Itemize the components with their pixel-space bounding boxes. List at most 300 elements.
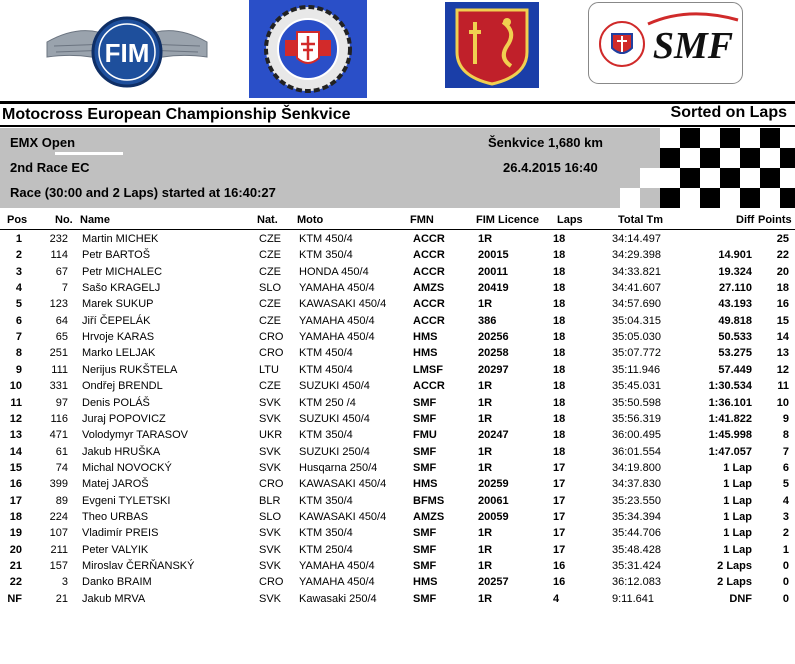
cell-total: 35:31.424 <box>612 560 661 572</box>
cell-total: 34:29.398 <box>612 249 661 262</box>
cell-licence: 20256 <box>478 331 509 344</box>
table-row <box>0 397 795 413</box>
cell-name: Sašo KRAGELJ <box>82 282 161 295</box>
flag-square <box>700 128 720 148</box>
flag-square <box>660 188 680 208</box>
cell-name: Peter VALYIK <box>82 543 149 556</box>
table-row <box>0 233 795 249</box>
cell-laps: 18 <box>553 380 566 393</box>
flag-square <box>740 188 760 208</box>
cell-name: Vladimír PREIS <box>82 527 159 540</box>
cell-diff: 27.110 <box>718 282 752 295</box>
cell-fmn: AMZS <box>413 282 445 295</box>
cell-pos: 20 <box>9 543 22 556</box>
cell-laps: 18 <box>553 363 566 376</box>
flag-square <box>660 148 680 168</box>
cell-name: Denis POLÁŠ <box>82 396 150 409</box>
cell-diff: 1:30.534 <box>708 380 752 393</box>
cell-pos: 8 <box>15 347 22 360</box>
cell-diff: 57.449 <box>718 363 752 376</box>
cell-diff: DNF <box>729 592 752 605</box>
cell-licence: 1R <box>478 592 493 605</box>
cell-total: 34:19.800 <box>612 461 661 474</box>
cell-fmn: FMU <box>413 429 437 442</box>
cell-licence: 20247 <box>478 429 509 442</box>
cell-laps: 17 <box>553 527 566 540</box>
cell-nat: CZE <box>259 380 281 393</box>
table-row <box>0 593 795 609</box>
cell-moto: YAMAHA 450/4 <box>299 282 375 295</box>
cell-licence: 1R <box>478 560 493 572</box>
cell-diff: 43.193 <box>718 298 752 311</box>
cell-moto: KTM 450/4 <box>299 233 353 245</box>
cell-moto: KTM 450/4 <box>299 363 353 376</box>
cell-total: 34:41.607 <box>612 282 661 295</box>
col-name: Name <box>80 214 110 226</box>
cell-total: 35:34.394 <box>612 510 661 523</box>
cell-diff: 1:45.998 <box>708 429 752 442</box>
flag-square <box>740 128 760 148</box>
cell-fmn: ACCR <box>413 233 445 245</box>
race-datetime: 26.4.2015 16:40 <box>503 160 598 175</box>
flag-square <box>640 168 660 188</box>
cell-moto: YAMAHA 450/4 <box>299 576 375 589</box>
cell-diff: 1 Lap <box>723 543 752 556</box>
flag-square <box>720 168 740 188</box>
flag-square <box>680 128 700 148</box>
cell-nat: SVK <box>259 461 282 474</box>
cell-licence: 20419 <box>478 282 509 295</box>
cell-moto: KAWASAKI 450/4 <box>299 510 387 523</box>
cell-licence: 20011 <box>478 265 508 278</box>
flag-square <box>760 188 780 208</box>
cell-total: 34:37.830 <box>612 478 661 491</box>
table-row <box>0 347 795 363</box>
cell-licence: 1R <box>478 412 493 425</box>
cell-moto: SUZUKI 250/4 <box>299 445 370 458</box>
cell-total: 36:12.083 <box>612 576 661 589</box>
cell-pos: 9 <box>15 363 22 376</box>
cell-points: 15 <box>776 314 789 327</box>
cell-no: 21 <box>55 592 68 605</box>
cell-points: 3 <box>782 510 789 523</box>
flag-square <box>660 168 680 188</box>
flag-square <box>620 128 640 148</box>
cell-moto: KTM 350/4 <box>299 494 353 507</box>
cell-points: 25 <box>776 233 789 245</box>
cell-nat: CZE <box>259 298 281 311</box>
cell-total: 34:14.497 <box>612 233 661 245</box>
cell-nat: SVK <box>259 543 282 556</box>
table-row <box>0 429 795 445</box>
cell-no: 3 <box>61 576 68 589</box>
col-diff: Diff <box>736 214 755 226</box>
cell-laps: 17 <box>553 543 566 556</box>
cell-pos: 10 <box>9 380 22 393</box>
cell-points: 18 <box>776 282 789 295</box>
col-pos: Pos <box>7 214 28 226</box>
cell-fmn: HMS <box>413 347 438 360</box>
cell-name: Juraj POPOVICZ <box>82 412 166 425</box>
cell-diff: 1 Lap <box>723 494 752 507</box>
cell-nat: SVK <box>259 560 282 572</box>
fim-logo-text: FIM <box>104 38 150 68</box>
cell-name: Jakub MRVA <box>82 592 146 605</box>
cell-moto: KTM 450/4 <box>299 347 353 360</box>
cell-pos: 14 <box>9 445 22 458</box>
cell-licence: 20257 <box>478 576 509 589</box>
cell-pos: 11 <box>10 396 22 409</box>
table-row <box>0 315 795 331</box>
cell-diff: 14.901 <box>718 249 752 262</box>
title-bar <box>0 101 795 127</box>
cell-moto: YAMAHA 450/4 <box>299 331 375 344</box>
cell-diff: 2 Laps <box>717 576 752 589</box>
race-name: 2nd Race EC <box>10 160 90 175</box>
cell-licence: 1R <box>478 445 493 458</box>
cell-laps: 17 <box>553 494 566 507</box>
flag-square <box>740 148 760 168</box>
class-underline <box>55 152 123 155</box>
cell-no: 211 <box>50 543 68 556</box>
table-row <box>0 298 795 314</box>
cell-licence: 20297 <box>478 363 509 376</box>
cell-total: 34:57.690 <box>612 298 661 311</box>
table-row <box>0 282 795 298</box>
flag-square <box>760 128 780 148</box>
cell-nat: SVK <box>259 445 282 458</box>
cell-no: 89 <box>55 494 68 507</box>
col-nat: Nat. <box>257 214 278 226</box>
cell-pos: 13 <box>9 429 22 442</box>
flag-square <box>760 148 780 168</box>
table-row <box>0 446 795 462</box>
cell-no: 232 <box>49 233 68 245</box>
cell-no: 107 <box>49 527 68 540</box>
results-header <box>0 214 795 228</box>
flag-square <box>700 168 720 188</box>
cell-pos: 17 <box>9 494 22 507</box>
cell-laps: 18 <box>553 347 566 360</box>
cell-points: 10 <box>776 396 789 409</box>
flag-square <box>640 128 660 148</box>
cell-moto: SUZUKI 450/4 <box>299 412 370 425</box>
cell-licence: 20059 <box>478 510 509 523</box>
cell-nat: UKR <box>259 429 283 442</box>
cell-diff: 2 Laps <box>717 560 752 572</box>
cell-no: 111 <box>51 363 68 376</box>
cell-moto: HONDA 450/4 <box>299 265 369 278</box>
cell-name: Hrvoje KARAS <box>82 331 155 344</box>
table-row <box>0 462 795 478</box>
cell-laps: 18 <box>553 233 566 245</box>
table-row <box>0 560 795 576</box>
col-licence: FIM Licence <box>476 214 539 226</box>
cell-fmn: BFMS <box>413 494 445 507</box>
cell-no: 97 <box>55 396 68 409</box>
cell-fmn: SMF <box>413 543 437 556</box>
cell-no: 114 <box>50 249 68 262</box>
cell-nat: SLO <box>259 510 282 523</box>
cell-diff: 19.324 <box>718 265 752 278</box>
cell-total: 35:48.428 <box>612 543 661 556</box>
cell-points: 13 <box>776 347 789 360</box>
cell-nat: CRO <box>259 478 284 491</box>
cell-fmn: ACCR <box>413 314 445 327</box>
cell-name: Petr MICHALEC <box>82 265 163 278</box>
cell-licence: 20258 <box>478 347 509 360</box>
cell-name: Nerijus RUKŠTELA <box>82 363 178 376</box>
cell-pos: 1 <box>15 233 22 245</box>
cell-pos: 22 <box>9 576 22 589</box>
cell-laps: 18 <box>553 429 566 442</box>
cell-name: Matej JAROŠ <box>82 478 149 491</box>
cell-nat: CZE <box>259 249 281 262</box>
cell-licence: 1R <box>478 298 493 311</box>
cell-name: Miroslav ČERŇANSKÝ <box>82 560 195 572</box>
cell-moto: YAMAHA 450/4 <box>299 314 375 327</box>
cell-total: 34:33.821 <box>612 265 661 278</box>
cell-pos: 6 <box>15 314 22 327</box>
cell-laps: 18 <box>553 331 566 344</box>
cell-laps: 18 <box>553 314 566 327</box>
cell-total: 35:07.772 <box>612 347 661 360</box>
logo-strip <box>0 0 795 100</box>
table-row <box>0 266 795 282</box>
cell-total: 35:56.319 <box>612 412 661 425</box>
cell-points: 5 <box>782 478 789 491</box>
table-row <box>0 527 795 543</box>
cell-diff: 53.275 <box>718 347 752 360</box>
cell-pos: 15 <box>9 461 22 474</box>
table-row <box>0 413 795 429</box>
cell-fmn: SMF <box>413 412 437 425</box>
cell-pos: 18 <box>9 510 22 523</box>
cell-points: 4 <box>782 494 789 507</box>
cell-diff: 1 Lap <box>723 478 752 491</box>
cell-name: Ondřej BRENDL <box>82 380 163 393</box>
cell-fmn: HMS <box>413 331 438 344</box>
cell-nat: CRO <box>259 347 284 360</box>
cell-name: Danko BRAIM <box>82 576 152 589</box>
cell-pos: 3 <box>15 265 22 278</box>
cell-pos: NF <box>7 592 22 605</box>
cell-points: 12 <box>776 363 789 376</box>
table-row <box>0 544 795 560</box>
cell-laps: 18 <box>553 282 566 295</box>
cell-name: Petr BARTOŠ <box>82 249 151 262</box>
flag-square <box>640 148 660 168</box>
cell-total: 35:44.706 <box>612 527 661 540</box>
cell-fmn: HMS <box>413 576 438 589</box>
header-rule <box>0 229 795 230</box>
cell-pos: 7 <box>15 331 22 344</box>
cell-total: 35:50.598 <box>612 396 661 409</box>
cell-no: 61 <box>55 445 68 458</box>
col-moto: Moto <box>297 214 324 226</box>
cell-points: 2 <box>782 527 789 540</box>
cell-points: 0 <box>782 592 789 605</box>
table-row <box>0 380 795 396</box>
cell-licence: 1R <box>478 380 493 393</box>
table-row <box>0 478 795 494</box>
cell-fmn: SMF <box>413 396 437 409</box>
cell-diff: 1:36.101 <box>708 396 752 409</box>
cell-laps: 18 <box>553 445 566 458</box>
cell-name: Theo URBAS <box>82 510 149 523</box>
cell-nat: SVK <box>259 592 282 605</box>
cell-fmn: HMS <box>413 478 438 491</box>
cell-moto: KTM 250/4 <box>299 543 353 556</box>
cell-points: 0 <box>782 560 789 572</box>
cell-nat: SVK <box>259 412 282 425</box>
flag-square <box>780 168 795 188</box>
race-details: Race (30:00 and 2 Laps) started at 16:40:27 <box>10 185 276 200</box>
cell-name: Jakub HRUŠKA <box>82 445 161 458</box>
cell-licence: 1R <box>478 396 493 409</box>
cell-total: 36:00.495 <box>612 429 661 442</box>
cell-points: 22 <box>776 249 789 262</box>
checkered-flag <box>620 128 795 208</box>
cell-diff: 49.818 <box>718 314 752 327</box>
table-row <box>0 249 795 265</box>
flag-square <box>740 168 760 188</box>
col-points: Points <box>758 214 792 226</box>
flag-square <box>620 148 640 168</box>
cell-name: Michal NOVOCKÝ <box>82 461 172 474</box>
cell-no: 471 <box>49 429 68 442</box>
senkvice-coat-of-arms <box>445 2 539 88</box>
cell-points: 9 <box>782 412 789 425</box>
cell-name: Marko LELJAK <box>82 347 156 360</box>
cell-points: 7 <box>782 445 789 458</box>
cell-fmn: LMSF <box>413 363 443 376</box>
cell-fmn: ACCR <box>413 265 445 278</box>
cell-diff: 1 Lap <box>723 461 752 474</box>
cell-no: 399 <box>49 478 68 491</box>
cell-laps: 16 <box>553 560 566 572</box>
cell-diff: 1 Lap <box>723 510 752 523</box>
smf-logo-text: SMF <box>652 25 734 67</box>
cell-no: 331 <box>49 380 68 393</box>
cell-fmn: SMF <box>413 592 437 605</box>
cell-no: 116 <box>50 412 68 425</box>
cell-licence: 20259 <box>478 478 509 491</box>
flag-square <box>780 188 795 208</box>
cell-no: 157 <box>49 560 68 572</box>
cell-laps: 17 <box>553 478 566 491</box>
flag-square <box>680 188 700 208</box>
table-row <box>0 364 795 380</box>
cell-nat: CZE <box>259 233 281 245</box>
cell-total: 9:11.641 <box>612 592 655 605</box>
cell-nat: BLR <box>259 494 281 507</box>
cell-name: Marek SUKUP <box>82 298 154 311</box>
cell-no: 64 <box>55 314 68 327</box>
cell-nat: CZE <box>259 314 281 327</box>
flag-square <box>620 168 640 188</box>
cell-laps: 17 <box>553 461 566 474</box>
cell-diff: 50.533 <box>718 331 752 344</box>
cell-no: 65 <box>55 331 68 344</box>
flag-square <box>660 128 680 148</box>
cell-licence: 1R <box>478 543 493 556</box>
flag-square <box>780 148 795 168</box>
cell-no: 67 <box>55 265 68 278</box>
col-total: Total Tm <box>618 214 664 226</box>
cell-moto: KTM 350/4 <box>299 527 353 540</box>
cell-points: 8 <box>782 429 789 442</box>
cell-moto: KTM 350/4 <box>299 429 353 442</box>
cell-moto: KAWASAKI 450/4 <box>299 298 387 311</box>
cell-moto: KTM 250 /4 <box>299 396 356 409</box>
cell-laps: 18 <box>553 396 566 409</box>
cell-pos: 19 <box>9 527 22 540</box>
flag-square <box>760 168 780 188</box>
cell-points: 6 <box>782 461 789 474</box>
cell-fmn: ACCR <box>413 298 445 311</box>
cell-diff: 1:47.057 <box>708 445 752 458</box>
cell-pos: 5 <box>15 298 22 311</box>
flag-square <box>620 188 640 208</box>
cell-licence: 20061 <box>478 494 509 507</box>
fim-logo <box>42 12 212 90</box>
cell-points: 20 <box>776 265 789 278</box>
cell-total: 35:11.946 <box>612 363 661 376</box>
cell-points: 0 <box>782 576 789 589</box>
cell-points: 16 <box>776 298 789 311</box>
cell-total: 35:05.030 <box>612 331 661 344</box>
cell-laps: 18 <box>553 265 566 278</box>
flag-square <box>780 128 795 148</box>
cell-points: 1 <box>782 543 789 556</box>
cell-name: Volodymyr TARASOV <box>82 429 188 442</box>
cell-pos: 4 <box>15 282 22 295</box>
race-class: EMX Open <box>10 135 76 150</box>
cell-moto: Husqarna 250/4 <box>299 461 378 474</box>
cell-moto: Kawasaki 250/4 <box>299 592 377 605</box>
flag-square <box>700 148 720 168</box>
cell-laps: 17 <box>553 510 566 523</box>
sort-label: Sorted on Laps <box>670 104 787 121</box>
cell-fmn: ACCR <box>413 380 445 393</box>
cell-laps: 18 <box>553 249 566 262</box>
cell-nat: SVK <box>259 396 282 409</box>
cell-pos: 21 <box>9 560 22 572</box>
cell-fmn: SMF <box>413 461 437 474</box>
cell-licence: 1R <box>478 233 493 245</box>
cell-points: 14 <box>776 331 789 344</box>
page-title: Motocross European Championship Šenkvice <box>2 106 351 123</box>
flag-square <box>720 148 740 168</box>
cell-diff: 1 Lap <box>723 527 752 540</box>
flag-square <box>680 148 700 168</box>
cell-no: 123 <box>49 298 68 311</box>
cell-total: 35:23.550 <box>612 494 661 507</box>
cell-no: 74 <box>55 461 68 474</box>
cell-moto: KAWASAKI 450/4 <box>299 478 387 491</box>
cell-total: 36:01.554 <box>612 445 661 458</box>
table-row <box>0 511 795 527</box>
cell-total: 35:45.031 <box>612 380 661 393</box>
table-row <box>0 576 795 592</box>
cell-nat: CRO <box>259 576 284 589</box>
cell-fmn: SMF <box>413 445 437 458</box>
col-laps: Laps <box>557 214 583 226</box>
flag-square <box>720 128 740 148</box>
flag-square <box>680 168 700 188</box>
cell-fmn: ACCR <box>413 249 445 262</box>
